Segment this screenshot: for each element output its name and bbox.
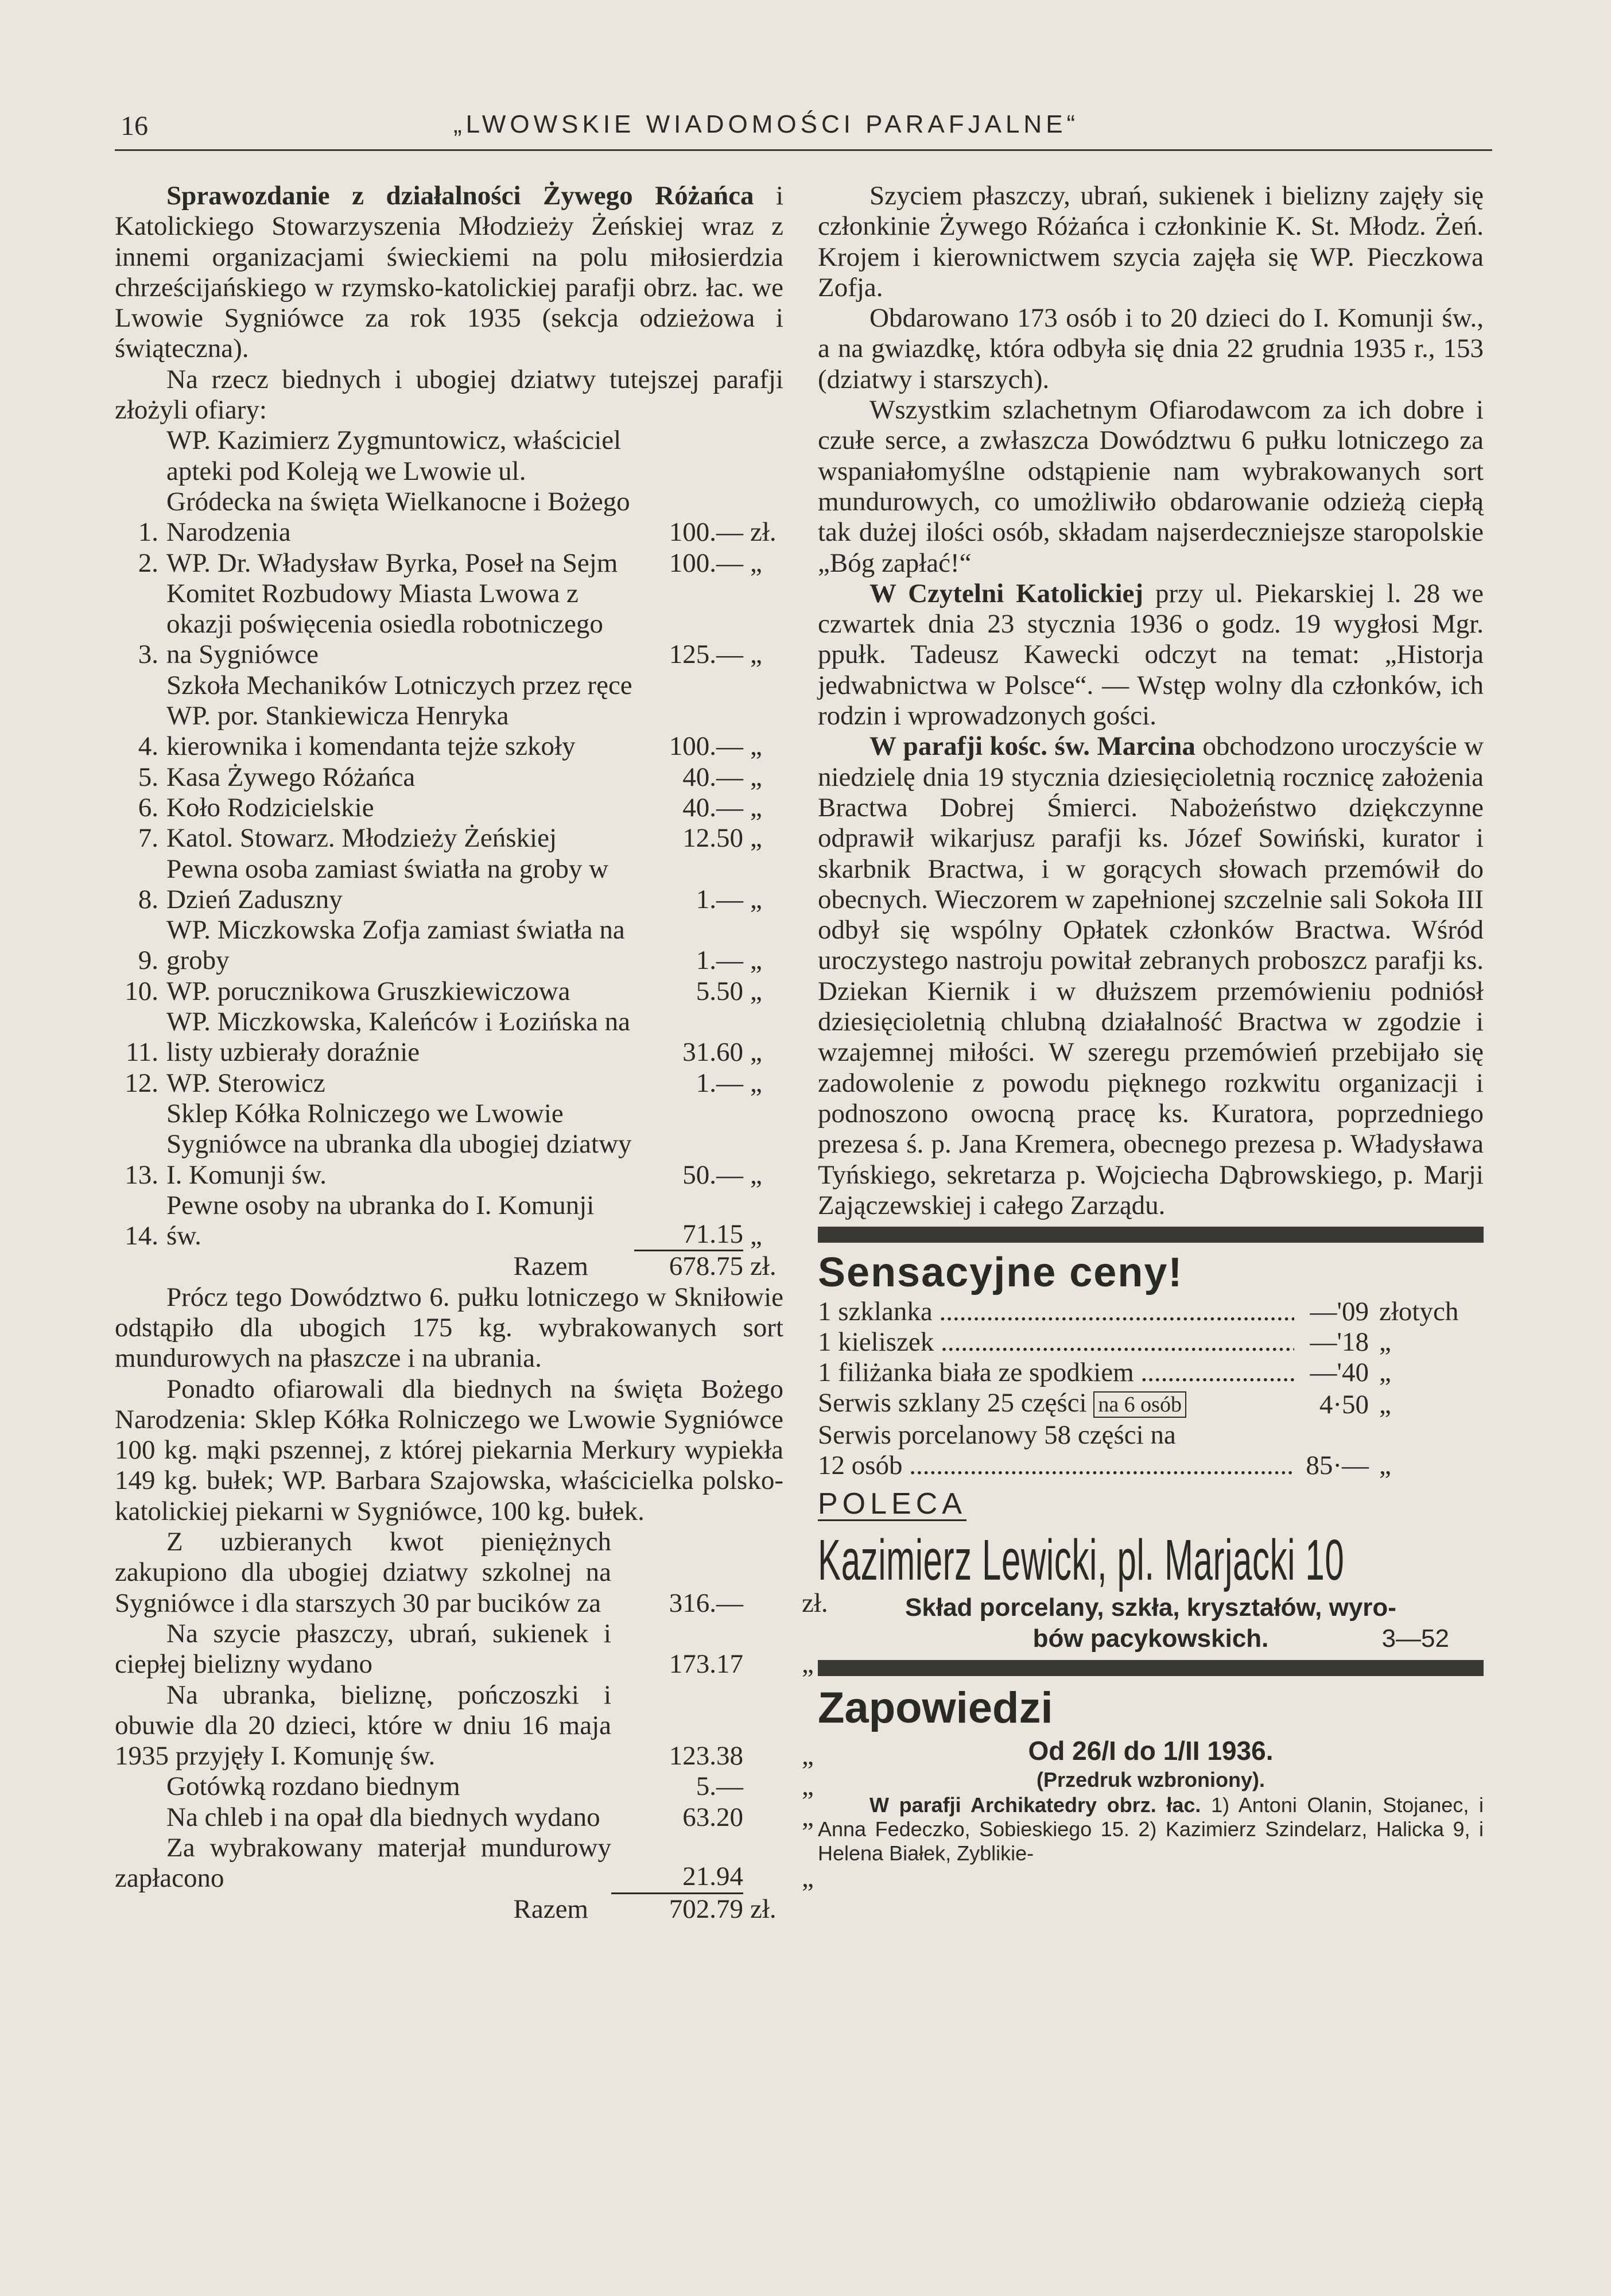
total-unit: zł. (750, 1894, 777, 1924)
price-row (818, 1297, 1484, 1327)
donation-item (115, 854, 783, 916)
expense-amount: 123.38 (669, 1741, 743, 1771)
donation-text: Pewne osoby na ubranka do I. Komunji św. (166, 1190, 595, 1251)
report-title-bold: Sprawozdanie z działalności Żywego Różańca (166, 181, 754, 211)
expense-amount: 316.— (669, 1588, 743, 1618)
donation-unit: „ (750, 792, 762, 823)
expense-unit: „ (802, 1741, 814, 1771)
donation-item (115, 793, 783, 823)
brand-name: Kazimierz Lewicki, pl. Marjacki 10 (818, 1528, 1345, 1593)
report-title (115, 181, 783, 364)
donation-item (115, 1099, 783, 1190)
donation-unit: „ (750, 548, 762, 578)
donation-text: WP. Miczkowska, Kaleńców i Łozińska na listy uzbierały doraźnie (166, 1007, 630, 1068)
donation-item (115, 548, 783, 579)
expense-item (115, 1618, 814, 1680)
zapowiedzi-title: Zapowiedzi (818, 1684, 1053, 1733)
serwis-szklany-persons: na 6 osób (1093, 1391, 1186, 1418)
ad-code: 3—52 (1381, 1624, 1449, 1653)
expense-amount: 63.20 (682, 1802, 743, 1832)
para-ofiarowali: Ponadto ofiarowali dla biednych na święta Bożego Narodzenia: Sklep Kółka Rolniczego we Lwowie Sygniówce 100 kg. mąki pszennej, z której piekarnia Merkury wypiekła 149 kg. bułek; WP. Barbara Szajowska, właścicielka polsko-katolickiej piekarni w Sygniówce, 100 kg. bułek. (115, 1374, 783, 1526)
expense-unit: „ (802, 1771, 814, 1802)
donation-no: 6. (138, 792, 158, 823)
donation-item (115, 976, 783, 1007)
advertisement (818, 1248, 1484, 1654)
total-label: Razem (513, 1894, 588, 1924)
ad-bottom-bar (818, 1660, 1484, 1676)
donation-text: Szkoła Mechaników Lotniczych przez ręce WP. por. Stankiewicza Henryka kierownika i komendanta tejże szkoły (166, 670, 632, 762)
price-name: 1 filiżanka biała ze spodkiem ..... (818, 1358, 1294, 1388)
price-row-serwis-porcelanowy (818, 1450, 1484, 1481)
donation-unit: „ (750, 762, 762, 792)
header-rule (115, 149, 1492, 151)
price-name (818, 1388, 1294, 1420)
donation-item (115, 425, 783, 548)
price-name: 1 szklanka ..... (818, 1297, 1294, 1327)
poleca-label: POLECA (818, 1487, 966, 1521)
report-title-rest: i Katolickiego Stowarzyszenia Młodzieży Żeńskiej wraz z innemi organizacjami świeckiemi na polu miłosierdzia chrześcijańskiego w rzymsko-katolickiej parafji obrz. łac. we Lwowie Sygniówce za rok 1935 (sekcja odzieżowa i świąteczna). (115, 181, 784, 364)
report-intro: Na rzecz biednych i ubogiej dziatwy tutejszej parafji złożyli ofiary: (115, 364, 783, 425)
para-dowodztwo: Prócz tego Dowództwo 6. pułku lotniczego w Skniłowie odstąpiło dla ubogich 175 kg. wybrakowanych sort mundurowych na płaszcze i na ubrania. (115, 1282, 783, 1374)
donation-unit: „ (750, 1221, 762, 1251)
price-unit: złotych (1379, 1297, 1459, 1327)
donation-amount: 1.— (696, 1068, 743, 1098)
donation-amount: 1.— (696, 884, 743, 914)
expense-text: Na ubranka, bieliznę, pończoszki i obuwie dla 20 dzieci, które w dniu 16 maja 1935 przyjęły I. Komunję św. (115, 1680, 611, 1771)
zapowiedzi-dates: Od 26/I do 1/II 1936. (1028, 1736, 1274, 1766)
zapowiedzi-note: (Przedruk wzbroniony). (1036, 1768, 1265, 1792)
expense-unit: „ (802, 1802, 814, 1832)
para-szyciem: Szyciem płaszczy, ubrań, sukienek i bielizny zajęły się członkinie Żywego Różańca i członkinie K. St. Młodz. Żeń. Krojem i kierownictwem szycia zajęła się WP. Pieczkowa Zofja. (818, 181, 1484, 302)
right-column (818, 181, 1484, 1865)
zapowiedzi-body (818, 1793, 1484, 1865)
donation-amount: 12.50 (682, 823, 743, 854)
donation-text: Kasa Żywego Różańca (166, 762, 416, 792)
price-value: —'18 (1310, 1327, 1369, 1358)
ad-title: Sensacyjne ceny! (818, 1250, 1183, 1296)
page-header (121, 110, 1492, 150)
donation-amount: 100.— (669, 548, 743, 578)
czytelnia-heading: W Czytelni Katolickiej (869, 578, 1144, 608)
expense-text: Na szycie płaszczy, ubrań, sukienek i ciepłej bielizny wydano (115, 1618, 611, 1680)
price-row (818, 1358, 1484, 1388)
donation-no: 8. (138, 884, 158, 914)
donation-text: Koło Rodzicielskie (166, 792, 374, 823)
donation-text: WP. Miczkowska Zofja zamiast światła na groby (166, 915, 625, 976)
zapowiedzi-text: 1) Antoni Olanin, Stojanec, i Anna Fedeczko, Sobieskiego 15. 2) Kazimierz Szindelarz, Halicka 9, i Helena Białek, Zyblikie- (818, 1793, 1484, 1865)
donation-no: 2. (138, 548, 158, 578)
donation-text: Komitet Rozbudowy Miasta Lwowa z okazji poświęcenia osiedla robotniczego na Sygniówce (166, 578, 603, 670)
donation-no: 13. (125, 1159, 158, 1190)
brand-subtitle-1: Skład porcelany, szkła, kryształów, wyro- (905, 1593, 1396, 1622)
expense-text: Z uzbieranych kwot pieniężnych zakupiono dla ubogiej dziatwy szkolnej na Sygniówce i dla starszych 30 par bucików za (115, 1527, 611, 1618)
donation-text: Katol. Stowarz. Młodzieży Żeńskiej (166, 823, 557, 854)
donation-amount: 50.— (682, 1159, 743, 1190)
donation-amount: 125.— (669, 639, 743, 670)
expense-item (115, 1833, 814, 1894)
price-value: 85·— (1306, 1450, 1369, 1481)
donation-text: WP. Dr. Władysław Byrka, Poseł na Sejm (166, 548, 618, 578)
donation-item (115, 915, 783, 976)
zapowiedzi-section (818, 1682, 1484, 1865)
total-amount: 678.75 (669, 1251, 743, 1282)
expense-amount: 5.— (696, 1771, 743, 1802)
marcin-heading: W parafji kośc. św. Marcina (869, 731, 1195, 762)
donation-unit: „ (750, 731, 762, 762)
donations-total (115, 1251, 783, 1282)
price-unit: „ (1379, 1327, 1391, 1358)
expense-text: Gotówką rozdano biednym (166, 1771, 460, 1802)
expense-amount: 173.17 (669, 1649, 743, 1680)
donation-amount: 40.— (682, 792, 743, 823)
donation-no: 9. (138, 945, 158, 976)
price-name: 12 osób ..... (818, 1450, 1294, 1481)
donation-text: Pewna osoba zamiast światła na groby w Dzień Zaduszny (166, 854, 609, 914)
donation-unit: „ (750, 1037, 762, 1068)
expense-text: Za wybrakowany materjał mundurowy zapłacono (115, 1833, 611, 1894)
publication-title: „LWOWSKIE WIADOMOŚCI PARAFJALNE“ (453, 110, 1080, 138)
para-wszystkim: Wszystkim szlachetnym Ofiarodawcom za ich dobre i czułe serce, a zwłaszcza Dowództwu 6 pułku lotniczego za wspaniałomyślne odstąpienie nam wybrakowanych sort mundurowych, co umożliwiło obdarowanie odzieżą ciepłą tak dużej ilości osób, składam najserdeczniejsze staropolskie „Bóg zapłać!“ (818, 395, 1484, 578)
para-czytelnia (818, 579, 1484, 731)
donation-unit: „ (750, 639, 762, 670)
donation-no: 14. (125, 1221, 158, 1251)
donation-amount: 100.— (669, 517, 743, 548)
para-marcin (818, 731, 1484, 1221)
donation-unit: zł. (750, 517, 777, 548)
donation-no: 3. (138, 639, 158, 670)
donation-item (115, 762, 783, 793)
donation-no: 12. (125, 1068, 158, 1098)
expense-text: Na chleb i na opał dla biednych wydano (166, 1802, 600, 1832)
expense-unit: zł. (802, 1588, 828, 1618)
brand-subtitle-2: bów pacykowskich. (1032, 1624, 1269, 1653)
expense-item (115, 1771, 814, 1802)
price-row (818, 1327, 1484, 1358)
para-obdarowano: Obdarowano 173 osób i to 20 dzieci do I. Komunji św., a na gwiazdkę, która odbyła się dnia 22 grudnia 1935 r., 153 (dziatwy i starszych). (818, 303, 1484, 394)
donation-list (115, 425, 783, 1251)
donation-no: 1. (138, 517, 158, 548)
left-column (115, 181, 828, 1925)
donation-amount: 100.— (669, 731, 743, 762)
marcin-text: obchodzono uroczyście w niedzielę dnia 19 stycznia dziesięcioletnią rocznicę założenia Bractwa Dobrej Śmierci. Nabożeństwo dziękczynne odprawił wikarjusz parafji ks. Józef Sowiński, kurator i skarbnik Bractwa, i w gorących słowach przemówił do obecnych. Wieczorem w zapełnionej szczelnie sali Sokoła III odbył się wspólny Opłatek członków Bractwa. Wśród uroczystego nastroju powitał zebranych proboszcz parafji ks. Dziekan Kiernik i w dłuższem przemówieniu podniósł dziesięcioletnią chlubną działalność Bractwa w zgodzie i wzajemnej miłości. W szeregu przemówień przebijało się zadowolenie z powodu pięknego rozkwitu organizacji i podnoszono owocną pracę ks. Kuratora, poprzedniego prezesa ś. p. Jana Kremera, obecnego prezesa p. Władysława Tyńskiego, sekretarza p. Wojciecha Dąbrowskiego, p. Marji Zajączewskiej i całego Zarządu. (818, 731, 1484, 1220)
donation-no: 5. (138, 762, 158, 792)
donation-item (115, 823, 783, 854)
serwis-szklany-label: Serwis szklany 25 części (818, 1388, 1087, 1418)
total-label: Razem (513, 1251, 588, 1282)
donation-text: WP. porucznikowa Gruszkiewiczowa (166, 976, 570, 1006)
expenses-total (115, 1894, 783, 1925)
price-value: —'09 (1310, 1297, 1369, 1327)
page-number: 16 (121, 111, 148, 141)
donation-text: WP. Kazimierz Zygmuntowicz, właściciel apteki pod Koleją we Lwowie ul. Gródecka na święta Wielkanocne i Bożego Narodzenia (166, 425, 630, 548)
price-name: 1 kieliszek ..... (818, 1327, 1294, 1358)
expense-list (115, 1527, 828, 1894)
price-unit: „ (1379, 1450, 1391, 1481)
donation-item (115, 1068, 783, 1099)
donation-amount: 5.50 (696, 976, 743, 1006)
brand-subtitle-row (818, 1623, 1484, 1654)
donation-unit: „ (750, 1068, 762, 1098)
total-amount: 702.79 (669, 1894, 743, 1924)
expense-unit: „ (802, 1863, 814, 1894)
donation-amount: 1.— (696, 945, 743, 976)
expense-item (115, 1527, 828, 1619)
price-value: 4·50 (1319, 1390, 1369, 1420)
donation-no: 10. (125, 976, 158, 1006)
donation-unit: „ (750, 823, 762, 854)
donation-item (115, 670, 783, 762)
donation-no: 11. (125, 1037, 158, 1068)
total-unit: zł. (750, 1251, 777, 1282)
expense-unit: „ (802, 1649, 814, 1680)
donation-no: 7. (138, 823, 158, 854)
donation-unit: „ (750, 945, 762, 976)
donation-item (115, 1190, 783, 1252)
price-unit: „ (1379, 1390, 1391, 1420)
ad-top-bar (818, 1227, 1484, 1243)
serwis-porcelanowy-label: Serwis porcelanowy 58 części na (818, 1420, 1176, 1450)
price-unit: „ (1379, 1358, 1391, 1388)
donation-unit: „ (750, 884, 762, 914)
expense-item (115, 1802, 814, 1833)
donation-item (115, 1007, 783, 1068)
donation-text: Sklep Kółka Rolniczego we Lwowie Sygniówce na ubranka dla ubogiej dziatwy I. Komunji św. (166, 1098, 632, 1190)
donation-unit: „ (750, 1159, 762, 1190)
price-row-serwis-szklany (818, 1388, 1484, 1420)
expense-item (115, 1680, 814, 1772)
donation-text: WP. Sterowicz (166, 1068, 325, 1098)
zapowiedzi-parish: W parafji Archikatedry obrz. łac. (869, 1793, 1201, 1817)
price-value: —'40 (1310, 1358, 1369, 1388)
donation-amount: 31.60 (682, 1037, 743, 1068)
expense-amount: 21.94 (611, 1861, 743, 1894)
donation-amount: 71.15 (634, 1219, 743, 1251)
donation-no: 4. (138, 731, 158, 762)
czytelnia-text: przy ul. Piekarskiej l. 28 we czwartek dnia 23 stycznia 1936 o godz. 19 wygłosi Mgr. ppułk. Tadeusz Kawecki odczyt na temat: „Historja jedwabnictwa w Polsce“. — Wstęp wolny dla członków, ich rodzin i wprowadzonych gości. (818, 578, 1484, 731)
donation-unit: „ (750, 976, 762, 1006)
donation-item (115, 579, 783, 670)
donation-amount: 40.— (682, 762, 743, 792)
